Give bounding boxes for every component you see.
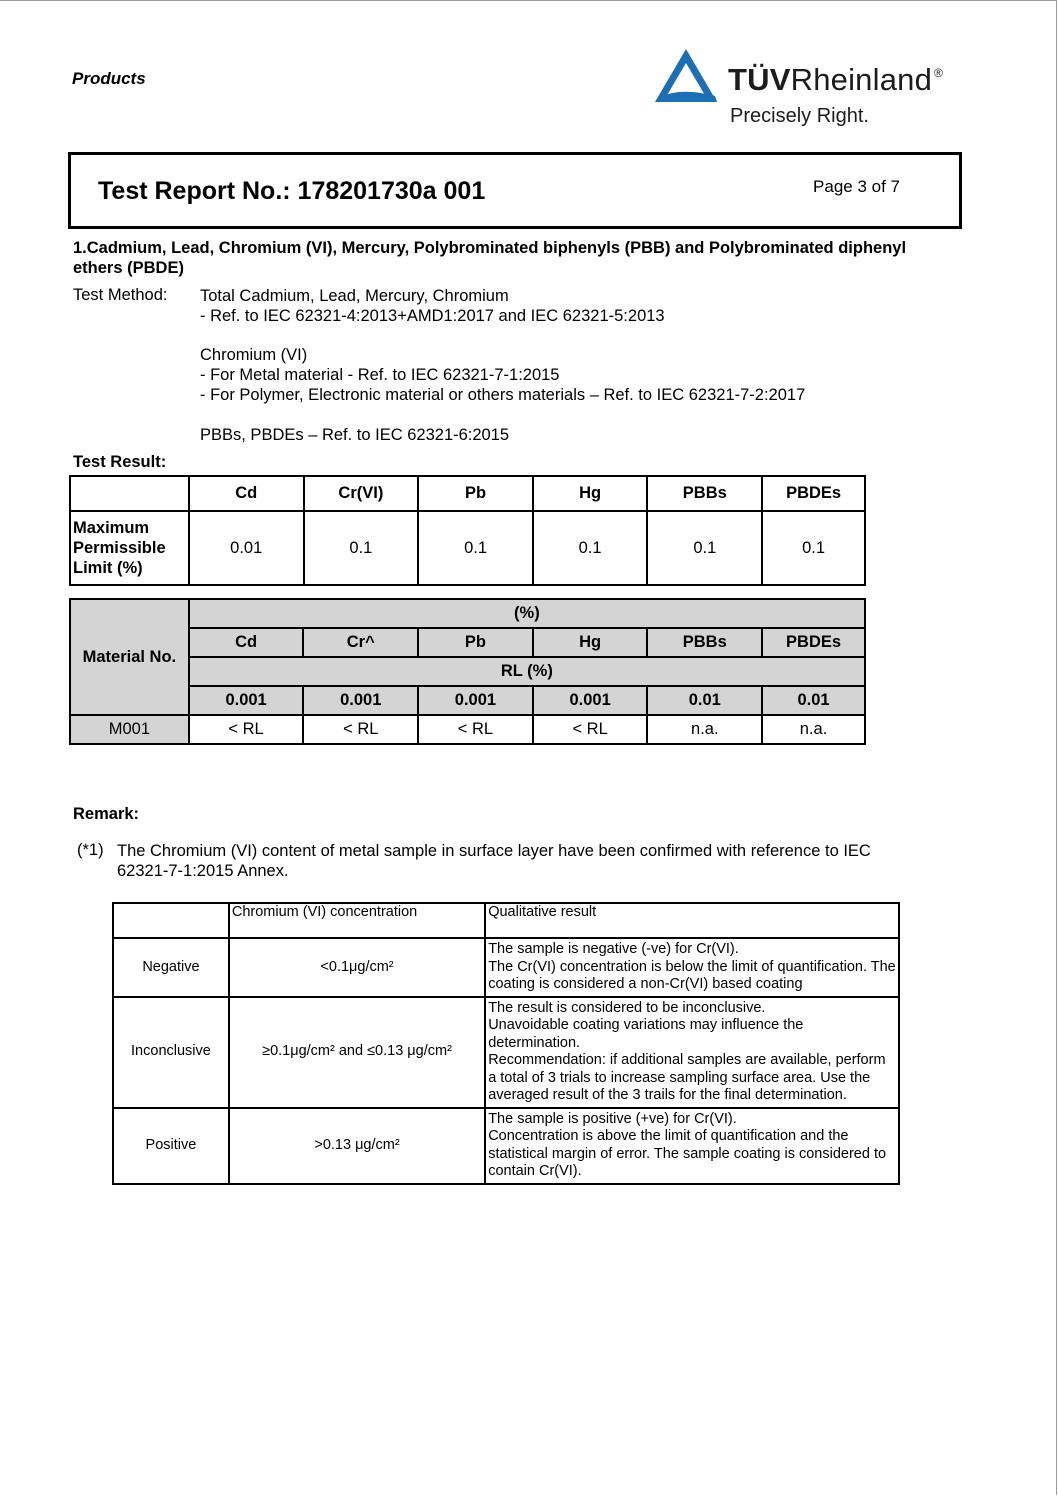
result-line: Recommendation: if additional samples are available, perform a total of 3 trials to increase sampling surface area. Use the averaged result of the 3 trails for the final determination. — [488, 1052, 886, 1103]
criteria-result — [485, 938, 899, 997]
limits-row-header: Maximum Permissible Limit (%) — [70, 511, 189, 585]
rl-value: 0.001 — [303, 686, 418, 715]
table-row — [70, 715, 865, 744]
result-line: The sample is negative (-ve) for Cr(VI). — [488, 941, 739, 957]
material-no-header: Material No. — [70, 599, 189, 715]
products-label: Products — [72, 69, 146, 88]
logo-registered: ® — [934, 66, 944, 80]
rl-value: 0.001 — [533, 686, 648, 715]
test-result-label: Test Result: — [73, 453, 167, 471]
chromium-criteria-table — [112, 902, 900, 1185]
result-line: The result is considered to be inconclusive. — [488, 999, 766, 1016]
table-row — [113, 1108, 899, 1184]
rl-header: RL (%) — [189, 657, 865, 686]
results-col-header: Hg — [533, 628, 648, 657]
section-title: 1.Cadmium, Lead, Chromium (VI), Mercury, Polybrominated biphenyls (PBB) and Polybrominated diphenyl ethers (PBDE) — [73, 239, 907, 277]
limits-col-header: Cr(VI) — [304, 476, 419, 511]
page-number: Page 3 of 7 — [813, 177, 900, 196]
result-line: Concentration is above the limit of quantification and the statistical margin of error. The sample coating is considered to contain Cr(VI). — [488, 1128, 887, 1179]
unit-header: (%) — [189, 599, 865, 628]
result-value: n.a. — [762, 715, 865, 744]
criteria-result — [485, 997, 899, 1108]
method-line: Chromium (VI) — [200, 346, 308, 364]
test-method-body — [200, 286, 900, 445]
results-col-header: Cr^ — [303, 628, 418, 657]
limit-value: 0.1 — [304, 511, 419, 585]
result-line: The Cr(VI) concentration is below the limit of quantification. The coating is considered a non-Cr(VI) based coating — [488, 958, 896, 992]
table-row — [113, 938, 899, 997]
results-col-header: PBDEs — [762, 628, 865, 657]
result-line: The sample is positive (+ve) for Cr(VI). — [488, 1110, 737, 1127]
note-number: (*1) — [77, 841, 104, 859]
results-table — [69, 598, 866, 745]
limits-col-header: PBDEs — [762, 476, 865, 511]
method-line: - Ref. to IEC 62321-4:2013+AMD1:2017 and IEC 62321-5:2013 — [200, 307, 665, 325]
result-value: < RL — [418, 715, 533, 744]
logo-brand-rest: Rheinland — [790, 62, 933, 97]
result-value: < RL — [533, 715, 648, 744]
criteria-corner-cell — [113, 903, 229, 938]
limits-table — [69, 475, 866, 586]
method-line: PBBs, PBDEs – Ref. to IEC 62321-6:2015 — [200, 426, 510, 444]
method-line: Total Cadmium, Lead, Mercury, Chromium — [200, 287, 509, 305]
method-line: - For Metal material - Ref. to IEC 62321-7-1:2015 — [200, 366, 560, 384]
result-value: n.a. — [647, 715, 762, 744]
criteria-label: Negative — [113, 938, 229, 997]
result-value: < RL — [189, 715, 304, 744]
criteria-label: Inconclusive — [113, 997, 229, 1108]
rl-value: 0.01 — [762, 686, 865, 715]
material-no: M001 — [70, 715, 189, 744]
results-col-header: Pb — [418, 628, 533, 657]
report-title: Test Report No.: 178201730a 001 — [98, 177, 486, 205]
rl-value: 0.001 — [418, 686, 533, 715]
test-method-label: Test Method: — [73, 286, 168, 304]
result-value: < RL — [303, 715, 418, 744]
results-col-header: PBBs — [647, 628, 762, 657]
note-text: The Chromium (VI) content of metal sample in surface layer have been confirmed with reference to IEC 62321-7-1:2015 Annex. — [117, 842, 871, 880]
criteria-concentration: >0.13 μg/cm² — [229, 1108, 485, 1184]
criteria-col-header: Chromium (VI) concentration — [229, 903, 485, 938]
limit-value: 0.1 — [647, 511, 762, 585]
logo-wordmark — [728, 62, 943, 98]
rl-value: 0.01 — [647, 686, 762, 715]
logo-brand-bold: TÜV — [728, 62, 791, 97]
limit-value: 0.1 — [418, 511, 533, 585]
results-col-header: Cd — [189, 628, 304, 657]
limits-col-header: PBBs — [647, 476, 762, 511]
criteria-col-header: Qualitative result — [485, 903, 899, 938]
limits-col-header: Pb — [418, 476, 533, 511]
limits-col-header: Cd — [189, 476, 304, 511]
criteria-concentration: <0.1μg/cm² — [229, 938, 485, 997]
logo-tagline: Precisely Right. — [730, 105, 869, 127]
criteria-concentration: ≥0.1μg/cm² and ≤0.13 μg/cm² — [229, 997, 485, 1108]
limits-corner-cell — [70, 476, 189, 511]
table-row — [113, 997, 899, 1108]
limit-value: 0.1 — [762, 511, 865, 585]
limit-value: 0.1 — [533, 511, 648, 585]
result-line: Unavoidable coating variations may influence the determination. — [488, 1017, 804, 1051]
criteria-label: Positive — [113, 1108, 229, 1184]
criteria-result — [485, 1108, 899, 1184]
tuv-triangle-logo-icon — [652, 46, 720, 106]
limit-value: 0.01 — [189, 511, 304, 585]
method-line: - For Polymer, Electronic material or others materials – Ref. to IEC 62321-7-2:2017 — [200, 386, 806, 404]
report-title-box — [68, 152, 962, 229]
remark-label: Remark: — [73, 805, 140, 823]
limits-col-header: Hg — [533, 476, 648, 511]
rl-value: 0.001 — [189, 686, 304, 715]
